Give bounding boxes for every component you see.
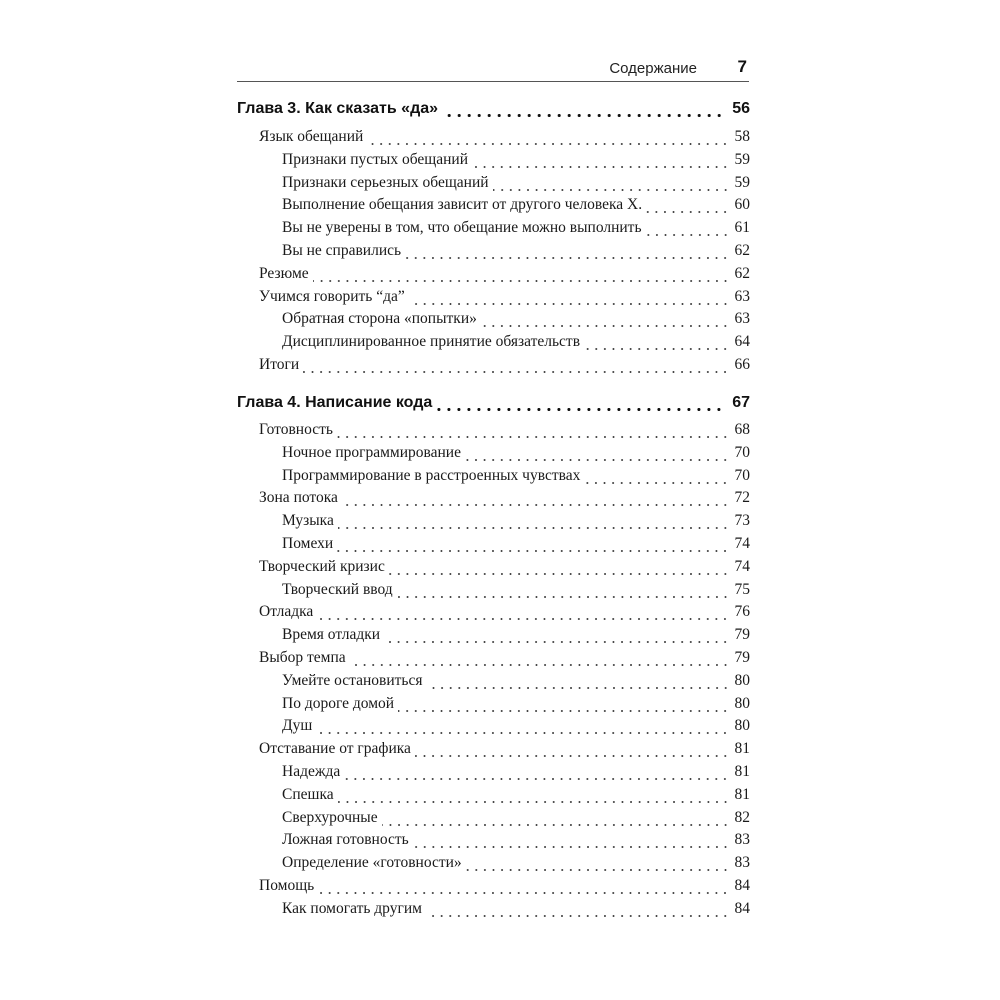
dot-leader bbox=[317, 606, 729, 622]
toc-entry-title: Помощь bbox=[259, 877, 315, 894]
toc-entry bbox=[259, 740, 750, 763]
toc-entry bbox=[282, 831, 750, 854]
dot-leader bbox=[427, 674, 730, 690]
toc-entry-page: 62 bbox=[734, 242, 750, 259]
dot-leader bbox=[337, 424, 730, 440]
dot-leader bbox=[313, 267, 730, 283]
toc-entry bbox=[282, 242, 750, 265]
toc-entry-page: 67 bbox=[732, 394, 750, 411]
dot-leader bbox=[398, 697, 729, 713]
toc-entry-title: Ночное программирование bbox=[282, 443, 461, 461]
dot-leader bbox=[316, 720, 729, 736]
dot-leader bbox=[481, 313, 730, 329]
toc-entry-title: Признаки серьезных обещаний bbox=[282, 173, 489, 191]
dot-leader bbox=[389, 560, 730, 576]
toc-entry-page: 66 bbox=[734, 356, 750, 373]
toc-entry-page: 74 bbox=[734, 535, 750, 552]
toc-entry-title: Вы не уверены в том, что обещание можно выполнить bbox=[282, 219, 642, 237]
toc-entry-title: Готовность bbox=[259, 421, 333, 438]
toc-entry bbox=[259, 649, 750, 672]
toc-entry bbox=[282, 763, 750, 786]
toc-entry-page: 59 bbox=[734, 150, 750, 168]
toc-entry-page: 62 bbox=[734, 264, 750, 282]
running-header-title: Содержание bbox=[609, 60, 697, 77]
toc-entry bbox=[282, 219, 750, 242]
toc-entry-title: Надежда bbox=[282, 763, 341, 780]
toc-entry-title: Отладка bbox=[259, 603, 314, 621]
toc-entry-page: 75 bbox=[734, 580, 750, 598]
toc-entry bbox=[259, 421, 750, 444]
toc-entry bbox=[282, 717, 750, 740]
toc-entry-title: Время отладки bbox=[282, 626, 381, 644]
toc-entry-title: Выбор темпа bbox=[259, 649, 346, 666]
toc-entry-title: Глава 4. Написание кода bbox=[237, 394, 433, 411]
dot-leader bbox=[436, 396, 724, 412]
toc-entry bbox=[282, 310, 750, 333]
toc-entry-title: Признаки пустых обещаний bbox=[282, 150, 468, 168]
dot-leader bbox=[493, 176, 730, 192]
toc-entry-page: 70 bbox=[734, 466, 750, 484]
toc-entry bbox=[282, 512, 750, 535]
toc-entry bbox=[282, 626, 750, 649]
dot-leader bbox=[303, 359, 729, 375]
toc-entry bbox=[282, 581, 750, 604]
dot-leader bbox=[409, 290, 730, 306]
toc-chapter-heading bbox=[237, 100, 750, 123]
toc-entry bbox=[282, 672, 750, 695]
toc-entry-title: Творческий ввод bbox=[282, 580, 393, 598]
toc-entry-title: По дороге домой bbox=[282, 694, 395, 712]
dot-leader bbox=[318, 880, 729, 896]
toc-entry-page: 64 bbox=[734, 333, 750, 351]
toc-entry-page: 58 bbox=[734, 128, 750, 145]
dot-leader bbox=[338, 515, 730, 531]
toc-entry bbox=[282, 444, 750, 467]
toc-entry-title: Музыка bbox=[282, 512, 334, 530]
toc-entry-title: Отставание от графика bbox=[259, 740, 411, 758]
toc-entry-page: 83 bbox=[734, 831, 750, 849]
toc-entry-title: Умейте остановиться bbox=[282, 671, 423, 689]
toc-entry bbox=[259, 558, 750, 581]
dot-leader bbox=[384, 629, 729, 645]
toc-entry-page: 79 bbox=[734, 626, 750, 644]
toc-entry bbox=[259, 356, 750, 379]
toc-entry-page: 81 bbox=[734, 763, 750, 780]
dot-leader bbox=[584, 336, 729, 352]
toc-entry bbox=[282, 151, 750, 174]
toc-entry-page: 84 bbox=[734, 877, 750, 894]
dot-leader bbox=[397, 583, 730, 599]
toc-entry-page: 60 bbox=[734, 196, 750, 214]
dot-leader bbox=[382, 811, 730, 827]
toc-entry bbox=[259, 489, 750, 512]
dot-leader bbox=[584, 469, 729, 485]
toc-entry-page: 84 bbox=[734, 899, 750, 917]
dot-leader bbox=[344, 766, 729, 782]
toc-entry-page: 73 bbox=[734, 512, 750, 530]
toc-entry-title: Определение «готовности» bbox=[282, 854, 462, 872]
toc-entry-page: 81 bbox=[734, 785, 750, 803]
toc-entry-title: Вы не справились bbox=[282, 242, 402, 259]
dot-leader bbox=[465, 446, 730, 462]
toc-entry-title: Глава 3. Как сказать «да» bbox=[237, 100, 439, 117]
toc-entry-title: Дисциплинированное принятие обязательств bbox=[282, 333, 581, 351]
toc-entry bbox=[282, 196, 750, 219]
dot-leader bbox=[337, 538, 729, 554]
toc-entry-page: 80 bbox=[734, 694, 750, 712]
toc-entry-page: 80 bbox=[734, 717, 750, 735]
toc-entry-page: 83 bbox=[734, 854, 750, 872]
toc-entry bbox=[259, 603, 750, 626]
page-number: 7 bbox=[737, 57, 747, 76]
toc-entry-page: 68 bbox=[734, 421, 750, 438]
dot-leader bbox=[367, 131, 729, 147]
dot-leader bbox=[342, 492, 730, 508]
toc-entry-page: 70 bbox=[734, 443, 750, 461]
toc-entry-page: 74 bbox=[734, 557, 750, 575]
toc-entry-title: Творческий кризис bbox=[259, 557, 385, 575]
toc-entry-title: Как помогать другим bbox=[282, 899, 422, 917]
toc-entry-page: 81 bbox=[734, 740, 750, 758]
toc-entry-page: 63 bbox=[734, 287, 750, 305]
toc-entry-title: Программирование в расстроенных чувствах bbox=[282, 466, 581, 484]
toc-entry bbox=[282, 854, 750, 877]
toc-entry bbox=[282, 333, 750, 356]
toc-entry bbox=[259, 288, 750, 311]
toc-entry-title: Выполнение обещания зависит от другого человека X. bbox=[282, 196, 643, 214]
toc-entry-page: 80 bbox=[734, 671, 750, 689]
toc-entry-title: Спешка bbox=[282, 785, 334, 803]
dot-leader bbox=[350, 652, 730, 668]
dot-leader bbox=[646, 199, 729, 215]
toc-entry-title: Резюме bbox=[259, 264, 309, 282]
toc-entry-page: 61 bbox=[734, 219, 750, 237]
toc-entry-page: 56 bbox=[732, 100, 750, 117]
toc-entry-page: 82 bbox=[734, 808, 750, 826]
running-header bbox=[237, 56, 749, 82]
toc-entry bbox=[259, 265, 750, 288]
toc-entry-title: Сверхурочные bbox=[282, 808, 378, 826]
toc-entry bbox=[282, 809, 750, 832]
toc-entry-page: 72 bbox=[734, 489, 750, 507]
toc-entry bbox=[282, 535, 750, 558]
toc-entry-page: 79 bbox=[734, 649, 750, 666]
dot-leader bbox=[466, 857, 730, 873]
dot-leader bbox=[415, 743, 730, 759]
toc-entry-title: Учимся говорить “да” bbox=[259, 287, 405, 305]
dot-leader bbox=[426, 902, 730, 918]
toc-entry-title: Итоги bbox=[259, 356, 300, 373]
toc-entry-title: Обратная сторона «попытки» bbox=[282, 310, 477, 328]
toc-entry bbox=[259, 877, 750, 900]
dot-leader bbox=[442, 102, 724, 118]
toc-entry bbox=[259, 128, 750, 151]
toc-entry-title: Помехи bbox=[282, 535, 334, 552]
toc-entry bbox=[282, 900, 750, 923]
dot-leader bbox=[646, 222, 730, 238]
toc-entry-page: 59 bbox=[734, 173, 750, 191]
toc-entry bbox=[282, 467, 750, 490]
toc-entry-page: 76 bbox=[734, 603, 750, 621]
toc-entry-title: Зона потока bbox=[259, 489, 338, 507]
toc-entry bbox=[282, 695, 750, 718]
toc-entry bbox=[282, 786, 750, 809]
dot-leader bbox=[472, 153, 730, 169]
toc-entry-title: Душ bbox=[282, 717, 313, 735]
toc-entry-title: Язык обещаний bbox=[259, 128, 364, 145]
dot-leader bbox=[405, 245, 729, 261]
toc-entry bbox=[282, 174, 750, 197]
toc-entry-page: 63 bbox=[734, 310, 750, 328]
toc-chapter-heading bbox=[237, 394, 750, 417]
dot-leader bbox=[413, 834, 730, 850]
header-rule bbox=[237, 81, 749, 82]
toc-entry-title: Ложная готовность bbox=[282, 831, 409, 849]
dot-leader bbox=[338, 788, 730, 804]
